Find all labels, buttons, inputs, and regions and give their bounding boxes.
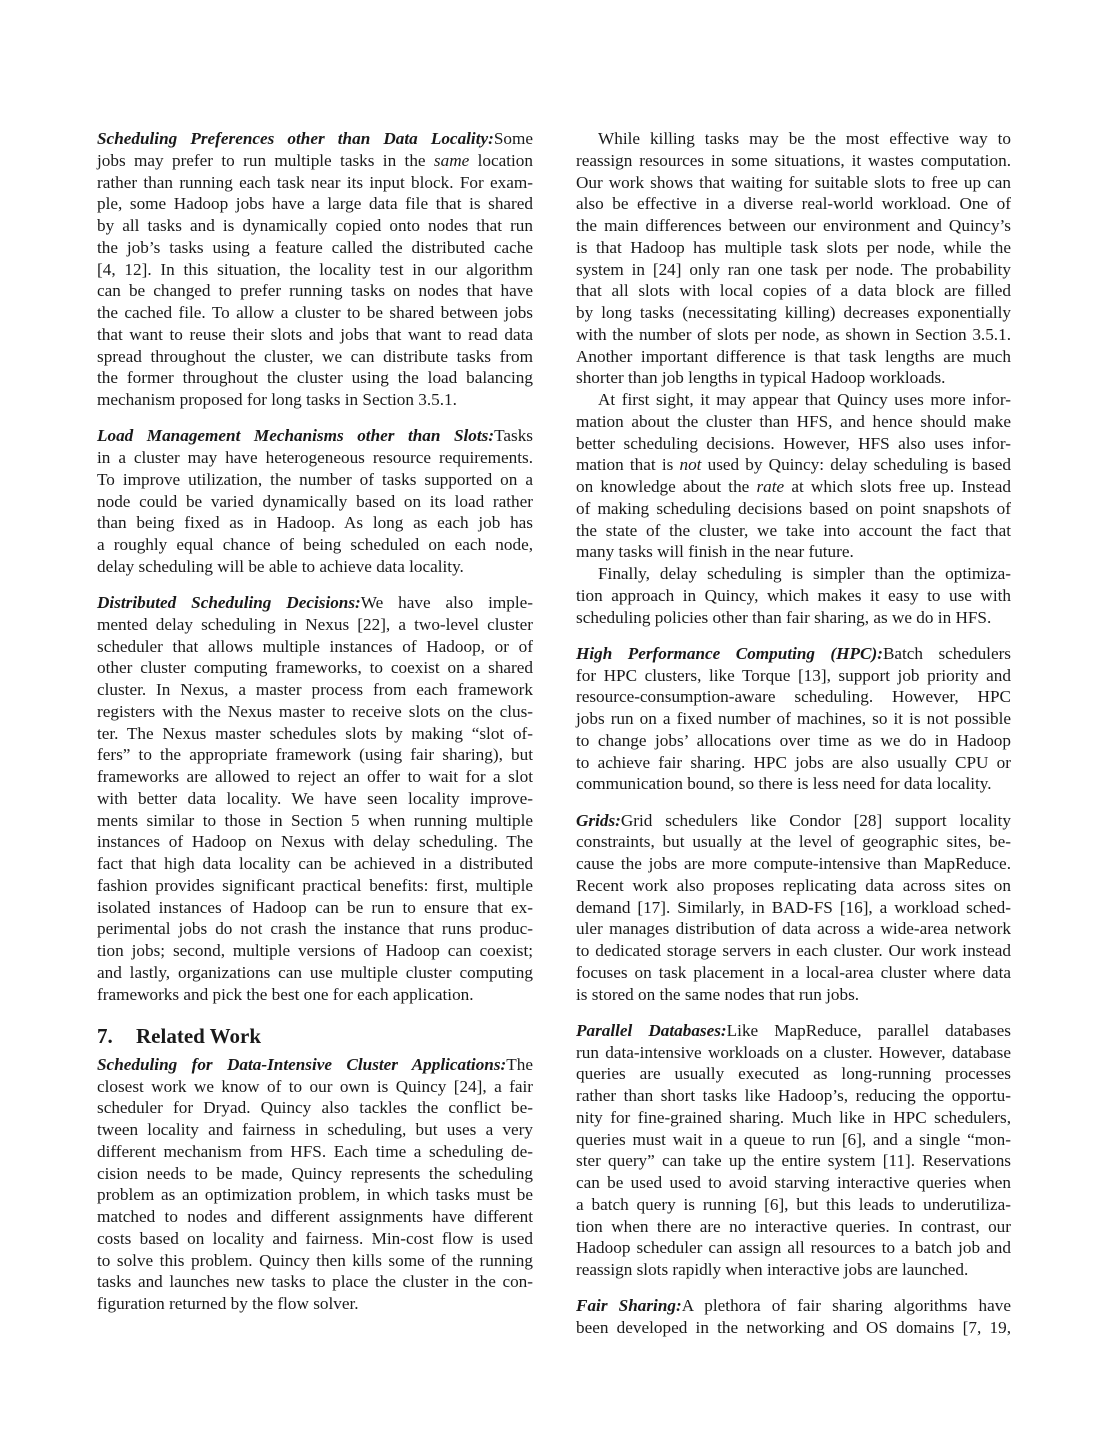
text-line: cause the jobs are more compute-intensive than MapReduce. <box>576 854 1011 873</box>
text-line <box>97 592 533 614</box>
text-line <box>97 1054 533 1076</box>
text-line: the main differences between our environment and Quincy’s <box>576 216 1011 235</box>
text-line: is that Hadoop has multiple task slots per node, while the <box>576 237 1011 257</box>
text-line: node could be varied dynamically based on its load rather <box>97 491 533 511</box>
text-line: the job’s tasks using a feature called the distributed cache <box>97 237 533 257</box>
text-line: is stored on the same nodes that run jobs. <box>576 984 860 1004</box>
run-in-heading: Parallel Databases: <box>576 1020 727 1040</box>
text-line: shorter than job lengths in typical Hadoop workloads. <box>576 368 946 388</box>
text-line: mented delay scheduling in Nexus [22], a two-level cluster <box>97 614 533 634</box>
text-line: with better data locality. We have seen locality improve- <box>97 788 533 808</box>
text-line: While killing tasks may be the most effective way to <box>598 129 1011 148</box>
text-line: a roughly equal chance of being scheduled on each node, <box>97 535 533 554</box>
text-line: fact that high data locality can be achieved in a distributed <box>97 854 533 873</box>
text-line: different mechanism from HFS. Each time a scheduling de- <box>97 1141 533 1161</box>
run-in-heading: Scheduling for Data-Intensive Cluster Applications: <box>97 1054 507 1074</box>
text-line <box>576 1295 1011 1317</box>
text-line: instances of Hadoop on Nexus with delay scheduling. The <box>97 832 533 852</box>
emphasis: same <box>433 150 470 170</box>
line-text: Batch schedulers <box>882 643 1011 663</box>
text-line: can be used used to avoid starving interactive queries when <box>576 1173 1011 1192</box>
text-line: Our work shows that waiting for suitable slots to free up can <box>576 172 1011 192</box>
text-line: [4, 12]. In this situation, the locality test in our algorithm <box>97 259 533 279</box>
text-line: problem as an optimization problem, in which tasks must be <box>97 1185 533 1205</box>
text-line: queries must wait in a queue to run [6], and a single “mon- <box>576 1129 1011 1149</box>
text-line: mation that is not used by Quincy: delay scheduling is based <box>576 455 1011 475</box>
line-text: Some <box>493 129 533 148</box>
text-line: tasks and launches new tasks to place the cluster in the con- <box>97 1272 533 1292</box>
paragraph-grids <box>576 810 1011 1006</box>
text-line: To improve utilization, the number of tasks supported on a <box>97 469 533 489</box>
text-line <box>576 1020 1011 1042</box>
text-line: a batch query is running [6], but this leads to underutiliza- <box>576 1194 1011 1214</box>
text-line <box>97 425 533 447</box>
text-line: rather than short tasks like Hadoop’s, reducing the opportu- <box>576 1086 1011 1105</box>
text-line: that want to reuse their slots and jobs that want to read data <box>97 324 533 344</box>
text-line: Recent work also proposes replicating data across sites on <box>576 875 1011 895</box>
text-line: delay scheduling will be able to achieve data locality. <box>97 556 464 576</box>
text-line: the cached file. To allow a cluster to be shared between jobs <box>97 303 533 322</box>
text-line: ments similar to those in Section 5 when running multiple <box>97 810 533 830</box>
run-in-heading: Distributed Scheduling Decisions: <box>97 593 361 612</box>
text-line: rather than running each task near its input block. For exam- <box>97 172 533 192</box>
text-line: mechanism proposed for long tasks in Section 3.5.1. <box>97 390 457 409</box>
text-line: frameworks are allowed to reject an offer to wait for a slot <box>97 767 533 786</box>
text-line: figuration returned by the flow solver. <box>97 1294 359 1313</box>
run-in-heading: Load Management Mechanisms other than Slots: <box>97 426 495 446</box>
text-line: reassign resources in some situations, it wastes computation. <box>576 150 1011 170</box>
text-line: the former throughout the cluster using the load balancing <box>97 368 533 388</box>
text-line: uler manages distribution of data across a wide-area network <box>576 919 1011 939</box>
run-in-heading: High Performance Computing (HPC): <box>576 643 883 663</box>
text-line: Hadoop scheduler can assign all resources to a batch job and <box>576 1238 1011 1258</box>
paragraph-distributed-scheduling <box>97 592 533 1005</box>
text-line: frameworks and pick the best one for each application. <box>97 984 474 1004</box>
paragraph-data-intensive-scheduling <box>97 1054 533 1315</box>
text-line: by all tasks and is dynamically copied onto nodes that run <box>97 216 533 235</box>
line-text: We have also imple- <box>360 593 533 612</box>
text-line: jobs may prefer to run multiple tasks in the same location <box>97 150 533 170</box>
text-line: tion approach in Quincy, which makes it easy to use with <box>576 585 1011 605</box>
text-line: of making scheduling decisions based on point snapshots of <box>576 498 1011 518</box>
text-line <box>97 128 533 150</box>
text-line: and lastly, organizations can use multiple cluster computing <box>97 962 533 982</box>
text-line: Finally, delay scheduling is simpler than the optimiza- <box>598 564 1011 583</box>
text-line: cision needs to be made, Quincy represents the scheduling <box>97 1163 533 1183</box>
emphasis: rate <box>756 477 785 496</box>
paragraph-killing-tasks <box>576 128 1011 389</box>
text-line: scheduler that allows multiple instances of Hadoop, or of <box>97 636 533 656</box>
emphasis: not <box>679 455 702 475</box>
right-column <box>576 128 1011 1339</box>
text-line: mation about the cluster than HFS, and hence should make <box>576 411 1011 431</box>
text-line: in a cluster may have heterogeneous resource requirements. <box>97 448 533 467</box>
text-line: tion when there are no interactive queries. In contrast, our <box>576 1216 1011 1236</box>
line-text: Grid schedulers like Condor [28] support locality <box>620 810 1011 830</box>
text-line: spread throughout the cluster, we can distribute tasks from <box>97 346 533 366</box>
text-line: many tasks will finish in the near future. <box>576 542 854 562</box>
text-line: ter. The Nexus master schedules slots by making “slot of- <box>97 723 533 743</box>
text-line: At first sight, it may appear that Quincy uses more infor- <box>598 390 1011 409</box>
section-heading <box>97 1023 533 1049</box>
section-number: 7. <box>97 1023 113 1048</box>
run-in-heading: Grids: <box>576 810 621 830</box>
text-line: isolated instances of Hadoop can be run to ensure that ex- <box>97 897 533 917</box>
paragraph-hpc <box>576 643 1011 795</box>
text-line: matched to nodes and different assignments have different <box>97 1207 533 1226</box>
line-text: Like MapReduce, parallel databases <box>726 1020 1011 1040</box>
text-line: closest work we know of to our own is Quincy [24], a fair <box>97 1076 533 1096</box>
text-line: to solve this problem. Quincy then kills some of the running <box>97 1250 533 1270</box>
text-line: also be effective in a diverse real-world workload. One of <box>576 194 1011 214</box>
text-line: fers” to the appropriate framework (using fair sharing), but <box>97 745 533 765</box>
text-line: ple, some Hadoop jobs have a large data file that is shared <box>97 194 533 214</box>
text-line: nity for fine-grained sharing. Much like in HPC schedulers, <box>576 1107 1011 1127</box>
left-column <box>97 128 533 1315</box>
paragraph-scheduling-preferences <box>97 128 533 411</box>
text-line: been developed in the networking and OS domains [7, 19, <box>576 1318 1011 1337</box>
text-line: with the number of slots per node, as shown in Section 3.5.1. <box>576 324 1011 344</box>
text-line: to dedicated storage servers in each cluster. Our work instead <box>576 941 1011 960</box>
text-line: better scheduling decisions. However, HFS also uses infor- <box>576 433 1011 453</box>
text-line: by long tasks (necessitating killing) decreases exponentially <box>576 303 1011 322</box>
text-line: can be changed to prefer running tasks on nodes that have <box>97 281 533 301</box>
text-line: the state of the cluster, we take into account the fact that <box>576 520 1011 540</box>
run-in-heading: Fair Sharing: <box>576 1296 682 1316</box>
section-title: Related Work <box>136 1023 262 1048</box>
line-text: The <box>506 1054 533 1074</box>
text-line: to change jobs’ allocations over time as we do in Hadoop <box>576 730 1011 750</box>
text-line: scheduling policies other than fair sharing, as we do in HFS. <box>576 607 992 627</box>
text-line: communication bound, so there is less need for data locality. <box>576 774 992 794</box>
text-line: demand [17]. Similarly, in BAD-FS [16], a workload sched- <box>576 897 1011 917</box>
paragraph-load-management <box>97 425 533 577</box>
text-line: ster query” can take up the entire system [11]. Reservations <box>576 1151 1011 1171</box>
text-line: resource-consumption-aware scheduling. However, HPC <box>576 687 1011 707</box>
text-line: jobs run on a fixed number of machines, so it is not possible <box>576 709 1011 728</box>
text-line: than being fixed as in Hadoop. As long as each job has <box>97 513 533 533</box>
text-line: on knowledge about the rate at which slots free up. Instead <box>576 477 1011 496</box>
text-line: Another important difference is that task lengths are much <box>576 346 1011 366</box>
paragraph-fair-sharing <box>576 1295 1011 1339</box>
text-line: tween locality and fairness in scheduling, but uses a very <box>97 1120 533 1139</box>
run-in-heading: Scheduling Preferences other than Data Locality: <box>97 129 494 148</box>
text-line: perimental jobs do not crash the instance that runs produc- <box>97 919 533 939</box>
text-line: system in [24] only ran one task per node. The probability <box>576 259 1011 279</box>
text-line: queries are usually executed as long-running processes <box>576 1064 1011 1084</box>
text-line: constraints, but usually at the level of geographic sites, be- <box>576 832 1011 852</box>
line-text: A plethora of fair sharing algorithms have <box>681 1296 1011 1316</box>
text-line: costs based on locality and fairness. Min-cost flow is used <box>97 1228 533 1248</box>
text-line <box>576 643 1011 665</box>
text-line: tion jobs; second, multiple versions of Hadoop can coexist; <box>97 941 533 960</box>
paragraph-quincy-information <box>576 389 1011 563</box>
text-line: reassign slots rapidly when interactive jobs are launched. <box>576 1260 969 1279</box>
text-line: run data-intensive workloads on a cluster. However, database <box>576 1042 1011 1062</box>
text-line: that all slots with local copies of a data block are filled <box>576 281 1011 301</box>
text-line: fashion provides significant practical benefits: first, multiple <box>97 875 533 895</box>
text-line: to achieve fair sharing. HPC jobs are also usually CPU or <box>576 752 1011 772</box>
line-text: Tasks <box>494 426 533 446</box>
paragraph-parallel-databases <box>576 1020 1011 1281</box>
text-line: other cluster computing frameworks, to coexist on a shared <box>97 658 533 678</box>
text-line: focuses on task placement in a local-area cluster where data <box>576 962 1011 982</box>
text-line: for HPC clusters, like Torque [13], support job priority and <box>576 665 1011 685</box>
paragraph-simpler-approach <box>576 563 1011 628</box>
text-line: cluster. In Nexus, a master process from each framework <box>97 680 533 699</box>
text-line <box>576 810 1011 832</box>
text-line: registers with the Nexus master to receive slots on the clus- <box>97 701 533 721</box>
text-line: scheduler for Dryad. Quincy also tackles the conflict be- <box>97 1098 533 1118</box>
